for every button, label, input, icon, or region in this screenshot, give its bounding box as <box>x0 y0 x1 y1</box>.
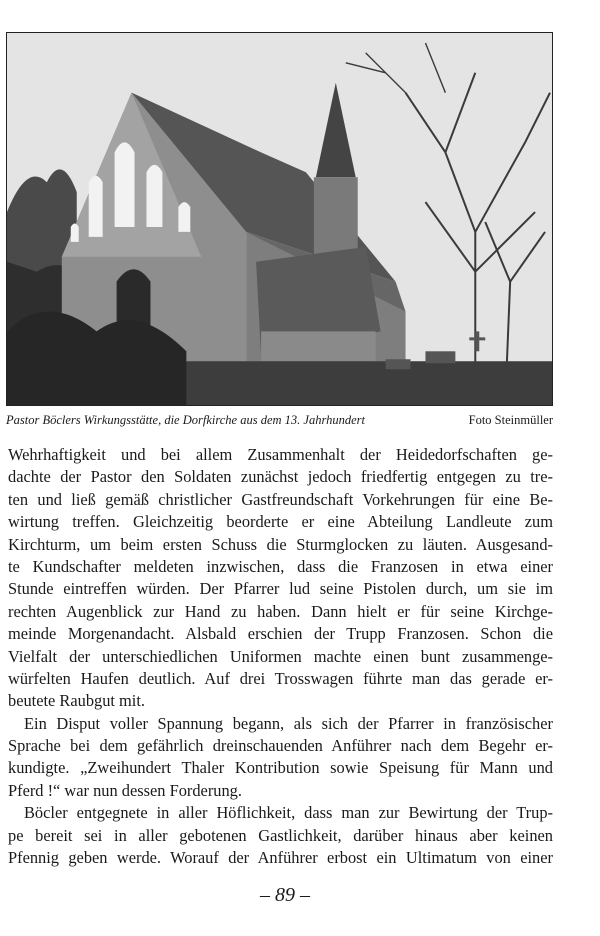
text-line: te Kundschafter meldeten inzwischen, dass die Franzosen in etwa einer <box>8 556 553 576</box>
text-line: Pfennig geben werde. Worauf der Anführer erbost ein Ultimatum von einer <box>8 848 553 868</box>
caption-text: Pastor Böclers Wirkungsstätte, die Dorfkirche aus dem 13. Jahrhundert <box>6 413 365 427</box>
text-line: Ein Disput voller Spannung begann, als sich der Pfarrer in französischer <box>24 713 553 733</box>
paragraph <box>8 713 553 803</box>
text-line: ten und ließ gemäß christlicher Gastfreundschaft Vorkehrungen für eine Be- <box>8 489 553 509</box>
text-line: meinde Morgenandacht. Alsbald erschien der Trupp Franzosen. Schon die <box>8 624 553 644</box>
text-line: Stunde eintreffen würden. Der Pfarrer lud seine Pistolen durch, um sie im <box>8 579 553 599</box>
church-photograph <box>6 32 553 406</box>
text-line: rechten Augenblick zur Hand zu haben. Dann hielt er für seine Kirchge- <box>8 601 553 621</box>
paragraph <box>8 802 553 869</box>
page-number: – 89 – <box>260 884 310 906</box>
text-line: Vielfalt der unterschiedlichen Uniformen machte einen bunt zusammenge- <box>8 646 553 666</box>
text-line: würfelten Haufen deutlich. Auf drei Trosswagen führte man das gerade er- <box>8 668 553 688</box>
text-line: kundigte. „Zweihundert Thaler Kontribution sowie Speisung für Mann und <box>8 758 553 778</box>
body-text <box>8 444 553 869</box>
text-line: pe bereit sei in aller gebotenen Gastlichkeit, darüber hinaus aber keinen <box>8 825 553 845</box>
text-line: wirtung treffen. Gleichzeitig beorderte er eine Abteilung Landleute zum <box>8 512 553 532</box>
photo-caption <box>6 413 553 431</box>
text-line: Sprache bei dem gefährlich dreinschauenden Anführer nach dem Begehr er- <box>8 736 553 756</box>
text-line: Böcler entgegnete in aller Höflichkeit, dass man zur Bewirtung der Trup- <box>24 803 553 823</box>
text-line: Pferd !“ war nun dessen Forderung. <box>8 780 242 800</box>
text-line: Wehrhaftigkeit und bei allem Zusammenhalt der Heidedorfschaften ge- <box>8 445 553 464</box>
paragraph <box>8 444 553 713</box>
text-line: Kirchturm, um beim ersten Schuss die Sturmglocken zu läuten. Ausgesand- <box>8 534 553 554</box>
photo-credit: Foto Steinmüller <box>468 413 553 427</box>
text-line: beutete Raubgut mit. <box>8 691 146 711</box>
text-line: dachte der Pastor den Soldaten zunächst jedoch friedfertig entgegen zu tre- <box>8 467 553 487</box>
